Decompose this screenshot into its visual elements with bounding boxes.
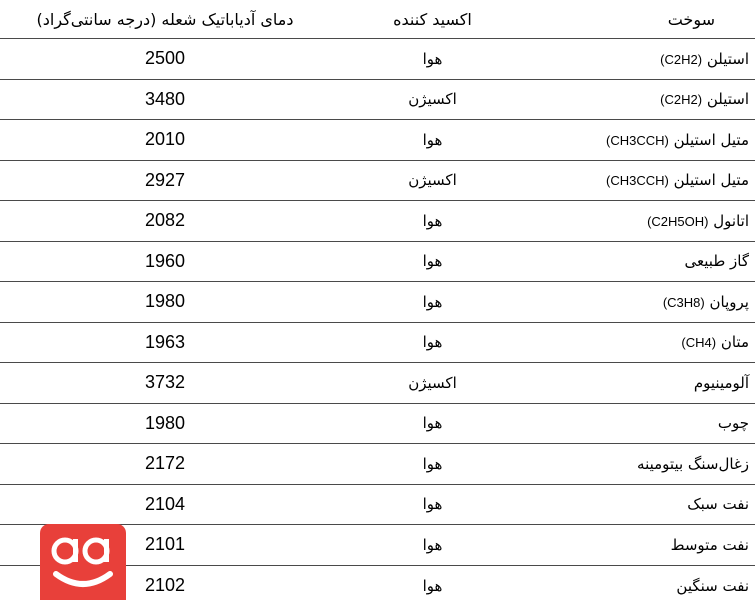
cell-fuel [535, 39, 755, 80]
fuel-name: متان [720, 333, 749, 352]
fuel-name: گاز طبیعی [684, 252, 749, 271]
cell-oxidizer: هوا [422, 495, 443, 514]
cell-temperature: 2101 [144, 534, 186, 555]
fuel-formula: (CH4) [681, 335, 717, 351]
cell-fuel [535, 525, 755, 566]
fuel-name: نفت سبک [687, 495, 749, 514]
fuel-name: اتانول [713, 211, 749, 230]
cell-temperature: 3480 [144, 88, 186, 109]
cell-temperature: 1960 [144, 250, 186, 271]
cell-oxidizer: هوا [422, 292, 443, 311]
cell-oxidizer: هوا [422, 535, 443, 554]
table-row [0, 444, 755, 485]
fuel-name: متیل استیلن [673, 171, 749, 190]
fuel-name: چوب [717, 414, 749, 433]
cell-oxidizer: هوا [422, 252, 443, 271]
cell-temperature: 2927 [144, 169, 186, 190]
cell-oxidizer: هوا [422, 454, 443, 473]
fuel-name: استیلن [706, 49, 749, 68]
cell-fuel [535, 363, 755, 404]
table-body [0, 39, 755, 606]
cell-oxidizer: هوا [422, 211, 443, 230]
table-row [0, 322, 755, 363]
cell-fuel [535, 201, 755, 242]
fuel-formula: (C2H2) [660, 51, 703, 67]
cell-temperature: 2082 [144, 210, 186, 231]
cell-temperature: 1963 [144, 331, 186, 352]
table-row [0, 39, 755, 80]
table-row [0, 79, 755, 120]
cell-oxidizer: هوا [422, 414, 443, 433]
table-row [0, 160, 755, 201]
cell-fuel [535, 282, 755, 323]
cell-fuel [535, 565, 755, 606]
cell-fuel [535, 241, 755, 282]
table-row [0, 282, 755, 323]
cell-fuel [535, 444, 755, 485]
cell-oxidizer: هوا [422, 130, 443, 149]
cell-oxidizer: هوا [422, 49, 443, 68]
fuel-formula: (CH3CCH) [605, 173, 669, 189]
cell-fuel [535, 120, 755, 161]
fuel-name: متیل استیلن [673, 130, 749, 149]
fuel-formula: (C2H5OH) [647, 213, 709, 229]
cell-fuel [535, 322, 755, 363]
cell-temperature: 2104 [144, 493, 186, 514]
cell-oxidizer: اکسیژن [408, 171, 457, 190]
fuel-name: آلومینیوم [693, 373, 749, 392]
cell-temperature: 1980 [144, 291, 186, 312]
smile-logo-icon [40, 524, 126, 600]
fuel-name: نفت متوسط [670, 535, 749, 554]
table-header-row [0, 0, 755, 39]
fuel-formula: (CH3CCH) [605, 132, 669, 148]
table-row [0, 120, 755, 161]
header-oxidizer: اکسید کننده [393, 9, 472, 29]
cell-temperature: 2010 [144, 129, 186, 150]
cell-fuel [535, 79, 755, 120]
cell-temperature: 2172 [144, 453, 186, 474]
table-row [0, 201, 755, 242]
table-row [0, 403, 755, 444]
cell-fuel [535, 403, 755, 444]
fuel-name: زغال‌سنگ بیتومینه [637, 454, 749, 473]
header-fuel: سوخت [667, 9, 715, 29]
brand-logo [40, 524, 126, 600]
cell-temperature: 2500 [144, 48, 186, 69]
cell-temperature: 1980 [144, 412, 186, 433]
cell-oxidizer: هوا [422, 576, 443, 595]
cell-oxidizer: هوا [422, 333, 443, 352]
cell-temperature: 3732 [144, 372, 186, 393]
table-row [0, 241, 755, 282]
fuel-formula: (C3H8) [662, 294, 705, 310]
cell-fuel [535, 484, 755, 525]
cell-temperature: 2102 [144, 575, 186, 595]
cell-oxidizer: اکسیژن [408, 373, 457, 392]
fuel-name: نفت سنگین [676, 576, 749, 595]
fuel-formula: (C2H2) [660, 92, 703, 108]
cell-fuel [535, 160, 755, 201]
header-temperature: دمای آدیاباتیک شعله (درجه سانتی‌گراد) [36, 9, 294, 29]
table-row [0, 484, 755, 525]
cell-oxidizer: اکسیژن [408, 90, 457, 109]
fuel-name: استیلن [706, 90, 749, 109]
table-row [0, 363, 755, 404]
fuel-name: پروپان [709, 292, 749, 311]
